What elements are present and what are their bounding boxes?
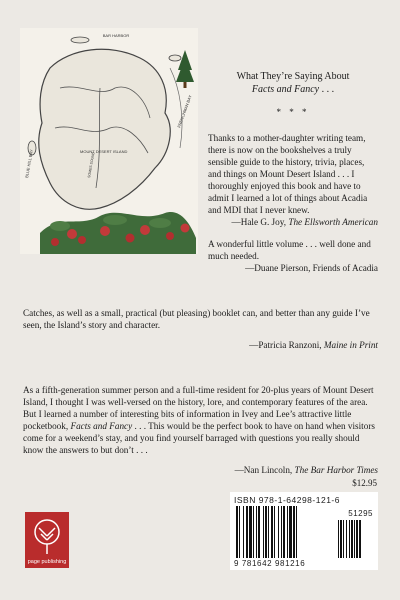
publisher-logo xyxy=(25,512,69,568)
section-divider-stars: * * * xyxy=(276,107,310,117)
map-label-frenchman-bay: FRENCHMAN BAY xyxy=(176,94,193,129)
isbn-barcode xyxy=(230,492,378,570)
review-text-title: Facts and Fancy xyxy=(70,421,133,431)
price-code-text: 51295 xyxy=(348,509,373,518)
map-label-bar-harbor: BAR HARBOR xyxy=(102,33,130,38)
isbn-text: ISBN 978-1-64298-121-6 xyxy=(234,495,340,505)
map-label-blue-hill-bay: BLUE HILL BAY xyxy=(24,149,34,179)
heading-ellipsis: . . . xyxy=(319,84,335,95)
publisher-name: page publishing xyxy=(27,559,67,565)
review-source: The Bar Harbor Times xyxy=(294,465,378,475)
review-attribution xyxy=(208,216,378,228)
heading-line1: What They’re Saying About xyxy=(236,71,350,82)
map-drawing xyxy=(20,28,198,254)
map-label-island: MOUNT DESERT ISLAND xyxy=(80,149,128,154)
review-text: A wonderful little volume . . . well done and much needed. xyxy=(208,239,371,261)
review-text: Catches, as well as a small, practical (but pleasing) booklet can, and better than any guide I’ve seen, the Island’s story and character. xyxy=(23,308,370,330)
review-author: —Patricia Ranzoni, xyxy=(249,340,324,350)
review-author: —Hale G. Joy, xyxy=(231,217,289,227)
heading-book-title: Facts and Fancy xyxy=(251,84,320,95)
review-attribution xyxy=(23,464,378,476)
review-1 xyxy=(208,132,378,228)
reviews-heading xyxy=(208,70,378,96)
review-3 xyxy=(23,307,378,351)
review-attribution xyxy=(23,339,378,351)
review-text-part: . . . This would be the perfect book to have on hand when visitors come for a weekend’s stay, and you find yourself barraged with questions you really should know the answers to but don’t . . . xyxy=(23,421,375,455)
review-text: Thanks to a mother-daughter writing team, there is now on the bookshelves a truly sensible guide to the history, trivia, places, and things on Mount Desert Island . . . I thoroughly enjoyed this book and have to admit I learned a lot of things about Acadia and MDI that I never knew. xyxy=(208,133,368,215)
review-4 xyxy=(23,384,378,476)
review-2 xyxy=(208,238,378,274)
island-map-illustration xyxy=(20,28,198,254)
price-label: $12.95 xyxy=(352,478,377,488)
review-attribution: —Duane Pierson, Friends of Acadia xyxy=(245,263,378,273)
review-source: The Ellsworth American xyxy=(288,217,378,227)
tree-logo-icon xyxy=(25,514,69,558)
barcode-digits: 9 781642 981216 xyxy=(234,559,306,568)
map-label-somes-sound: SOMES SOUND xyxy=(87,151,96,179)
review-source: Maine in Print xyxy=(323,340,378,350)
reviews-column xyxy=(208,70,378,284)
review-text xyxy=(23,384,378,456)
review-author: —Nan Lincoln, xyxy=(234,465,295,475)
review-text-part: As a fifth-generation summer person and a full-time resident for 20-plus years of Mount Desert Island, I thought I was well-versed on the history, lore, and contemporary features of the area. But I learned a number of interesting bits of information in Ivey and Lee’s attractive little pocketbook, xyxy=(23,385,374,431)
